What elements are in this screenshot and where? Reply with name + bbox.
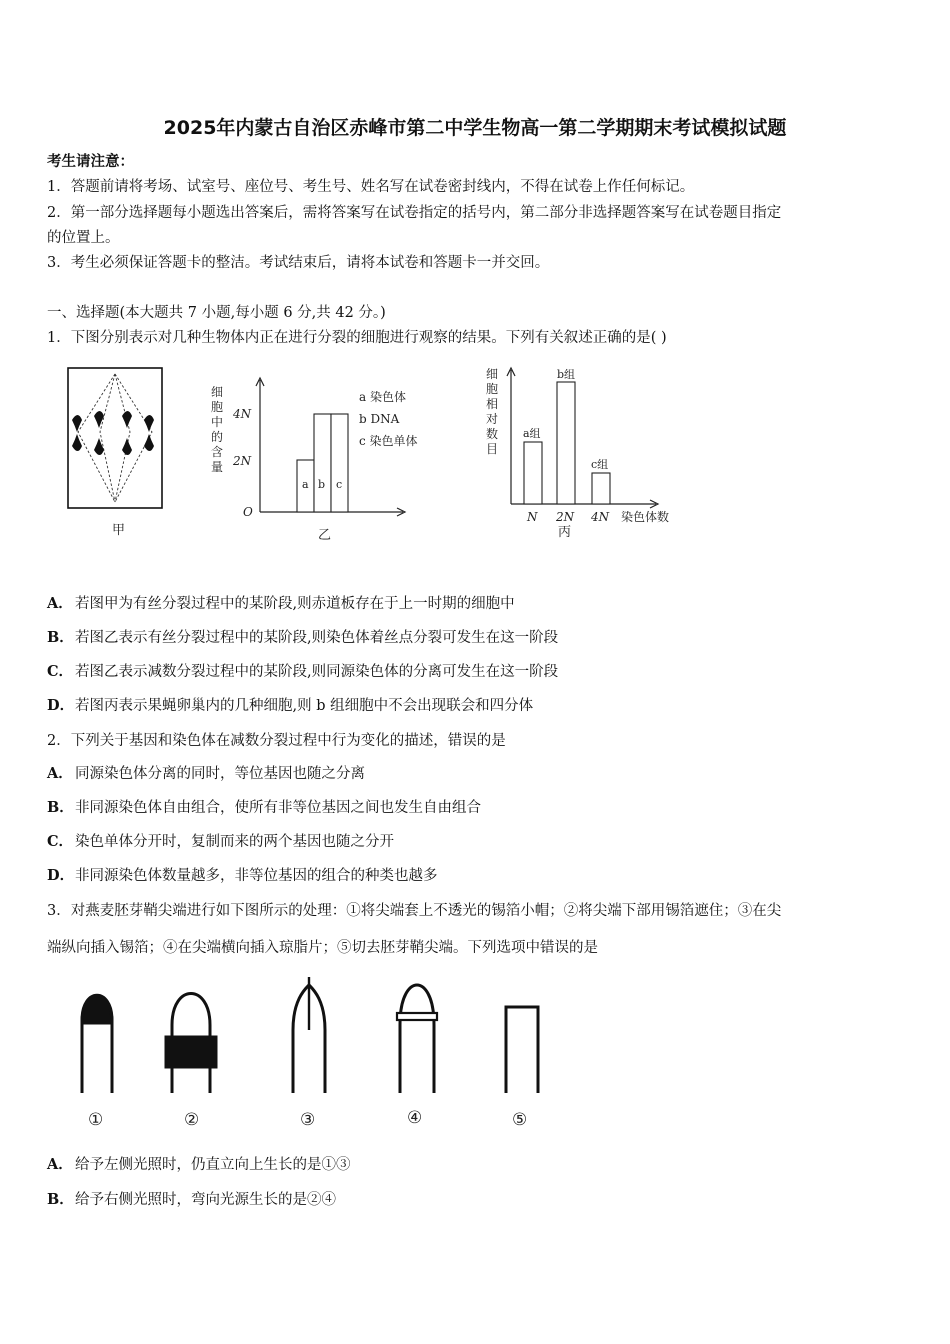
q1-option-a: 若图甲为有丝分裂过程中的某阶段,则赤道板存在于上一时期的细胞中 (75, 596, 515, 612)
bing-ylabel-char: 胞 (486, 382, 499, 396)
yi-bar-b (314, 414, 331, 512)
q1-option-c: 若图乙表示减数分裂过程中的某阶段,则同源染色体的分离可发生在这一阶段 (75, 664, 559, 680)
figure-bing (478, 362, 693, 542)
q2-option-d: 非同源染色体数量越多，非等位基因的组合的种类也越多 (75, 868, 438, 884)
question-2-stem: 2．下列关于基因和染色体在减数分裂过程中行为变化的描述，错误的是 (47, 733, 506, 749)
q2-option-b: 非同源染色体自由组合，使所有非等位基因之间也发生自由组合 (75, 800, 481, 816)
coleoptile-label: ④ (407, 1108, 423, 1128)
figure-coleoptiles (60, 975, 580, 1135)
yi-legend-item: b DNA (359, 412, 400, 426)
coleoptile-label: ① (88, 1110, 104, 1130)
yi-bar-label: a (302, 478, 309, 491)
yi-ylabel-char: 含 (211, 445, 224, 459)
bing-x-tick: 4N (591, 510, 610, 524)
bing-group-label: c组 (591, 458, 609, 471)
figure-jia-caption: 甲 (112, 523, 126, 538)
q3-option-b: 给予右侧光照时，弯向光源生长的是②④ (75, 1192, 336, 1208)
yi-ylabel-char: 量 (211, 460, 224, 474)
question-3-stem-line2: 端纵向插入锡箔；④在尖端横向插入琼脂片；⑤切去胚芽鞘尖端。下列选项中错误的是 (47, 940, 598, 956)
yi-bar-label: b (318, 478, 326, 491)
q2-option-key: C． (47, 833, 74, 850)
section-header: 一、选择题(本大题共 7 小题,每小题 6 分,共 42 分。) (47, 305, 386, 321)
bing-ylabel-char: 细 (486, 367, 499, 381)
bing-ylabel-char: 相 (486, 397, 499, 411)
yi-ylabel-char: 的 (211, 430, 224, 444)
yi-legend-item: c 染色单体 (359, 434, 418, 448)
bing-x-tick: N (527, 510, 538, 524)
question-3-stem-line1: 3．对燕麦胚芽鞘尖端进行如下图所示的处理：①将尖端套上不透光的锡箔小帽；②将尖端下部用锡箔遮住；③在尖 (47, 903, 782, 919)
bing-x-tick: 2N (556, 510, 575, 524)
q2-option-key: D． (47, 867, 75, 884)
yi-tick-2n: 2N (233, 454, 252, 468)
q2-option-c: 染色单体分开时，复制而来的两个基因也随之分开 (75, 834, 394, 850)
q1-option-key: A． (47, 595, 73, 612)
bing-group-label: b组 (557, 368, 576, 381)
bing-xlabel: 染色体数 (621, 510, 670, 524)
yi-bar-c (331, 414, 348, 512)
yi-bar-label: c (336, 478, 343, 491)
coleoptile-label: ⑤ (512, 1110, 528, 1130)
coleoptile-label: ② (184, 1110, 200, 1130)
bing-bar-c (592, 473, 610, 504)
yi-tick-4n: 4N (233, 407, 252, 421)
bing-ylabel-char: 数 (486, 427, 499, 441)
notice-item: 1．答题前请将考场、试室号、座位号、考生号、姓名写在试卷密封线内，不得在试卷上作任何标记。 (47, 179, 695, 195)
q2-option-key: A． (47, 765, 73, 782)
figure-bing-caption: 丙 (558, 525, 572, 540)
bing-bar-a (524, 442, 542, 504)
bing-bar-b (557, 382, 575, 504)
figure-yi-caption: 乙 (318, 528, 332, 543)
figure-jia (60, 362, 175, 547)
notice-item: 2．第一部分选择题每小题选出答案后，需将答案写在试卷指定的括号内，第二部分非选择题答案写在试卷题目指定 (47, 205, 782, 221)
q3-option-key: A． (47, 1156, 73, 1173)
bing-ylabel-char: 对 (486, 412, 499, 426)
q2-option-key: B． (47, 799, 74, 816)
q3-option-key: B． (47, 1191, 74, 1208)
q3-option-a: 给予左侧光照时，仍直立向上生长的是①③ (75, 1157, 351, 1173)
q1-option-b: 若图乙表示有丝分裂过程中的某阶段,则染色体着丝点分裂可发生在这一阶段 (75, 630, 559, 646)
q1-option-key: B． (47, 629, 74, 646)
figure-yi (205, 372, 445, 547)
yi-ylabel-char: 中 (211, 415, 224, 429)
q1-option-key: C． (47, 663, 74, 680)
q2-option-a: 同源染色体分离的同时，等位基因也随之分离 (75, 766, 365, 782)
yi-ylabel-char: 细 (211, 385, 224, 399)
bing-group-label: a组 (523, 427, 541, 440)
question-1-stem: 1．下图分别表示对几种生物体内正在进行分裂的细胞进行观察的结果。下列有关叙述正确的是( ) (47, 330, 667, 346)
q1-option-d: 若图丙表示果蝇卵巢内的几种细胞,则 b 组细胞中不会出现联会和四分体 (75, 698, 534, 714)
bing-ylabel-char: 目 (486, 442, 499, 456)
page-title: 2025年内蒙古自治区赤峰市第二中学生物高一第二学期期末考试模拟试题 (163, 117, 787, 139)
notice-heading: 考生请注意： (47, 153, 134, 170)
yi-origin: O (243, 505, 253, 519)
q1-option-key: D． (47, 697, 75, 714)
notice-item: 的位置上。 (47, 230, 120, 246)
notice-item: 3．考生必须保证答题卡的整洁。考试结束后，请将本试卷和答题卡一并交回。 (47, 255, 550, 271)
yi-ylabel-char: 胞 (211, 400, 224, 414)
yi-legend-item: a 染色体 (359, 390, 406, 404)
coleoptile-label: ③ (300, 1110, 316, 1130)
